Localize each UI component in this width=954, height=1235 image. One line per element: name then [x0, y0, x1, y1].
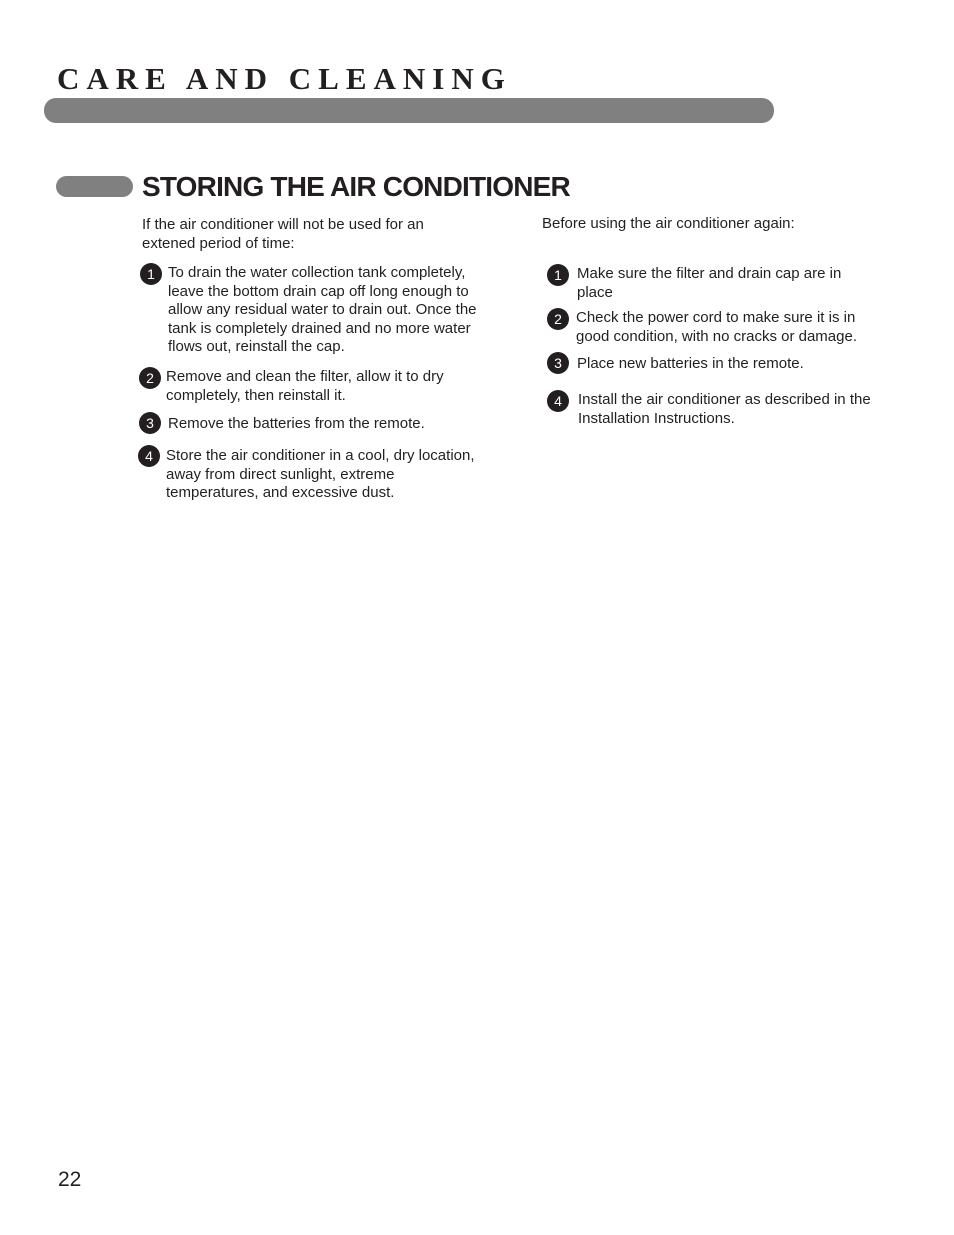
left-step-number-4: 4 — [138, 445, 160, 467]
right-step-text-1: Make sure the filter and drain cap are in place — [577, 265, 842, 301]
left-intro: If the air conditioner will not be used for an extened period of time: — [142, 216, 424, 252]
left-step-text-4: Store the air conditioner in a cool, dry location, away from direct sunlight, extreme temperatures, and excessive dust. — [166, 447, 475, 502]
left-step-number-2: 2 — [139, 367, 161, 389]
right-step-number-3: 3 — [547, 352, 569, 374]
left-step-text-3: Remove the batteries from the remote. — [168, 415, 425, 432]
chapter-title: CARE AND CLEANING — [57, 61, 512, 96]
right-step-text-3: Place new batteries in the remote. — [577, 355, 804, 372]
left-step-number-3: 3 — [139, 412, 161, 434]
section-marker — [56, 176, 133, 197]
left-step-text-2: Remove and clean the filter, allow it to dry completely, then reinstall it. — [166, 368, 444, 404]
page-number: 22 — [58, 1168, 82, 1191]
section-title: STORING THE AIR CONDITIONER — [142, 171, 570, 202]
right-step-number-2: 2 — [547, 308, 569, 330]
right-intro: Before using the air conditioner again: — [542, 215, 795, 232]
left-step-text-1: To drain the water collection tank completely, leave the bottom drain cap off long enough to allow any residual water to drain out. Once the tank is completely drained and no more water flows out, reinstall the cap. — [168, 264, 477, 356]
left-step-number-1: 1 — [140, 263, 162, 285]
right-step-text-4: Install the air conditioner as described in the Installation Instructions. — [578, 391, 871, 427]
right-step-text-2: Check the power cord to make sure it is in good condition, with no cracks or damage. — [576, 309, 857, 345]
right-step-number-4: 4 — [547, 390, 569, 412]
right-step-number-1: 1 — [547, 264, 569, 286]
chapter-header-bar — [44, 98, 774, 123]
